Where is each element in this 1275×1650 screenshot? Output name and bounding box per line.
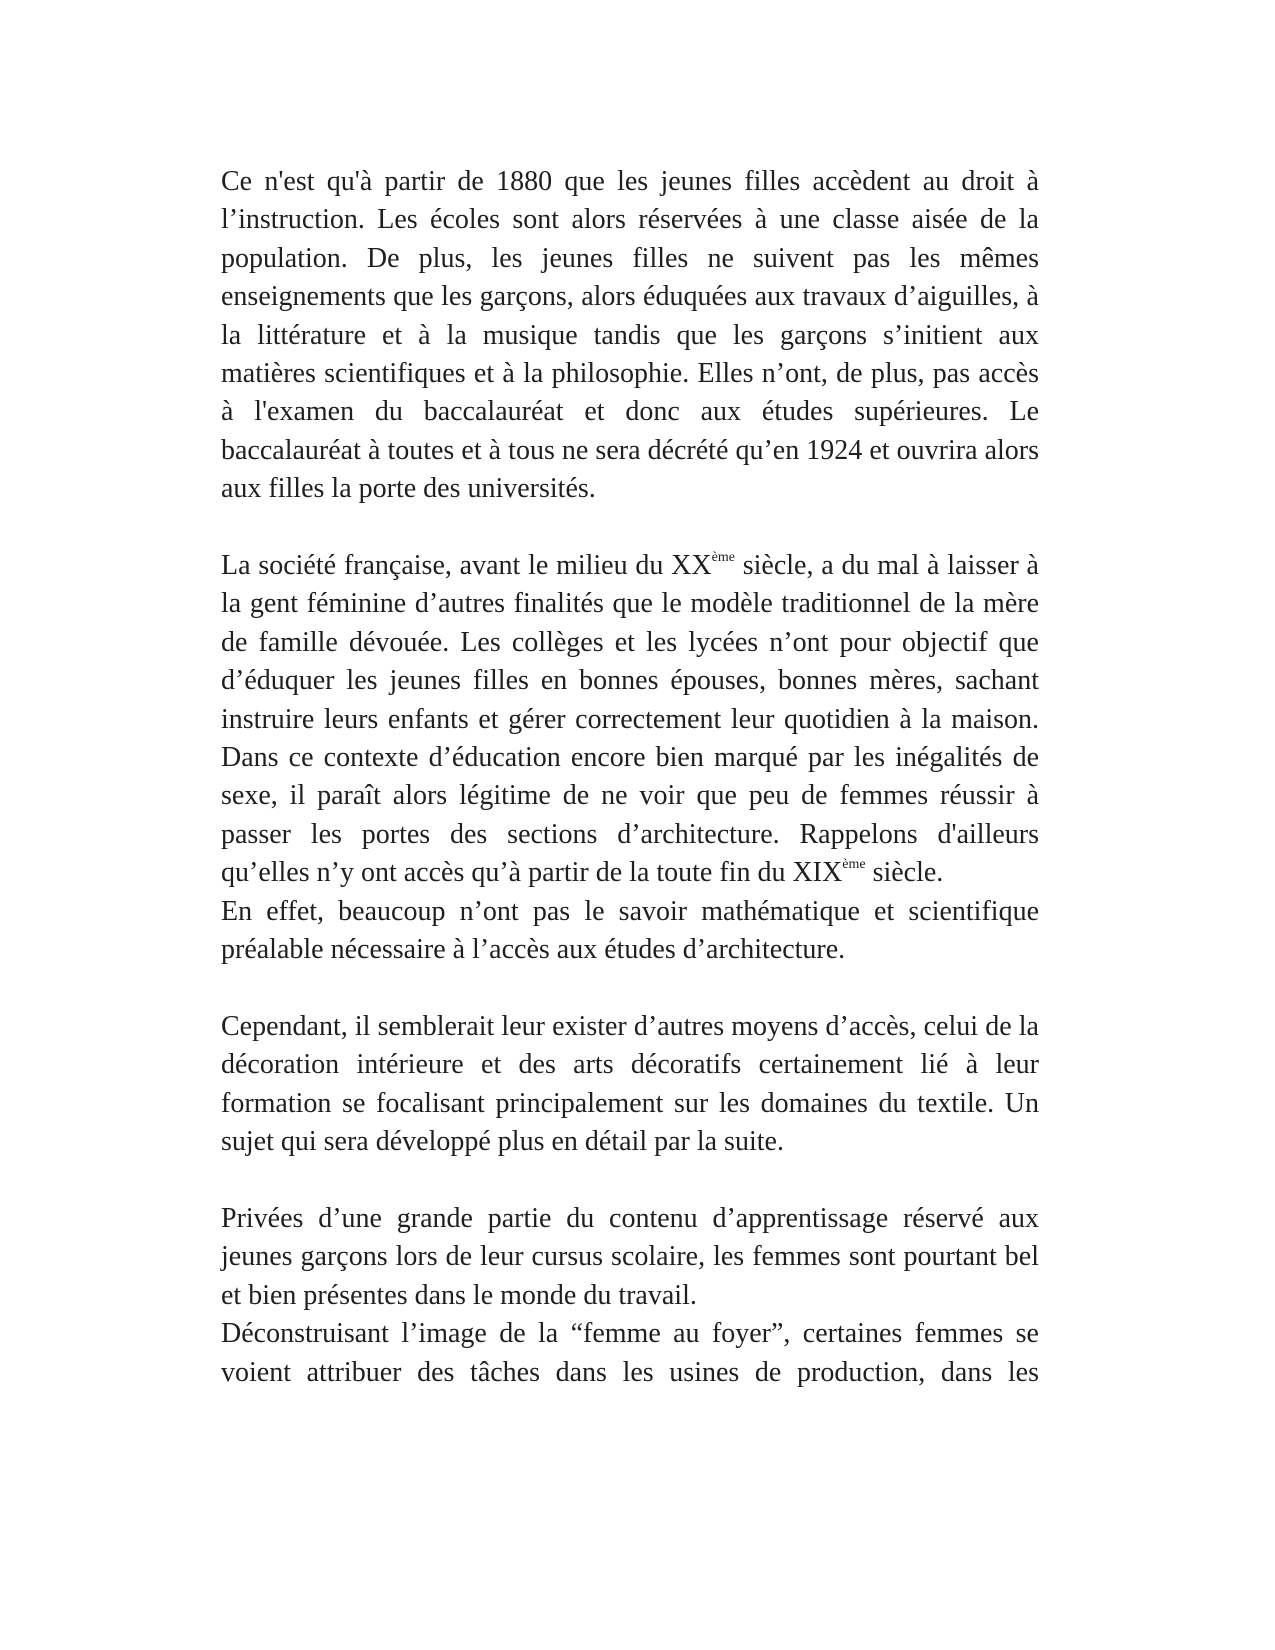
- paragraph-education-history: Ce n'est qu'à partir de 1880 que les jeunes filles accèdent au droit à l’instruction. Les écoles sont alors réservées à une classe aisée de la population. De plus, les jeunes filles ne suivent pas les mêmes enseignements que les garçons, alors éduquées aux travaux d’aiguilles, à la littérature et à la musique tandis que les garçons s’initient aux matières scientifiques et à la philosophie. Elles n’ont, de plus, pas accès à l'examen du baccalauréat et donc aux études supérieures. Le baccalauréat à toutes et à tous ne sera décrété qu’en 1924 et ouvrira alors aux filles la porte des universités.: [221, 166, 1039, 505]
- paragraph-french-society: [221, 547, 1039, 893]
- paragraph-text-segment: siècle, a du mal à laisser à la gent féminine d’autres finalités que le modèle traditionnel de la mère de famille dévouée. Les collèges et les lycées n’ont pour objectif que d’éduquer les jeunes filles en bonnes épouses, bonnes mères, sachant instruire leurs enfants et gérer correctement leur quotidien à la maison. Dans ce contexte d’éducation encore bien marqué par les inégalités de sexe, il paraît alors légitime de ne voir que peu de femmes réussir à passer les portes des sections d’architecture. Rappelons d'ailleurs qu’elles n’y ont accès qu’à partir de la toute fin du XIX: [221, 550, 1039, 889]
- paragraph-decorative-arts: Cependant, il semblerait leur exister d’autres moyens d’accès, celui de la décoration intérieure et des arts décoratifs certainement lié à leur formation se focalisant principalement sur les domaines du textile. Un sujet qui sera développé plus en détail par la suite.: [221, 1010, 1039, 1158]
- paragraph-spacer: [221, 509, 1039, 547]
- paragraph-work-world: Privées d’une grande partie du contenu d’apprentissage réservé aux jeunes garçons lors de leur cursus scolaire, les femmes sont pourtant bel et bien présentes dans le monde du travail.: [221, 1202, 1039, 1311]
- superscript: ème: [711, 550, 735, 566]
- document-body: [221, 163, 1039, 1392]
- paragraph-spacer: [221, 1162, 1039, 1200]
- paragraph-housewife-image: Déconstruisant l’image de la “femme au foyer”, certaines femmes se voient attribuer des tâches dans les usines de production, dans les: [221, 1318, 1039, 1388]
- paragraph-text-segment: siècle.: [865, 857, 944, 889]
- paragraph-spacer: [221, 970, 1039, 1008]
- superscript: ème: [842, 857, 866, 873]
- paragraph-text-segment: La société française, avant le milieu du XX: [221, 550, 712, 582]
- paragraph-math-knowledge: En effet, beaucoup n’ont pas le savoir mathématique et scientifique préalable nécessaire à l’accès aux études d’architecture.: [221, 895, 1039, 966]
